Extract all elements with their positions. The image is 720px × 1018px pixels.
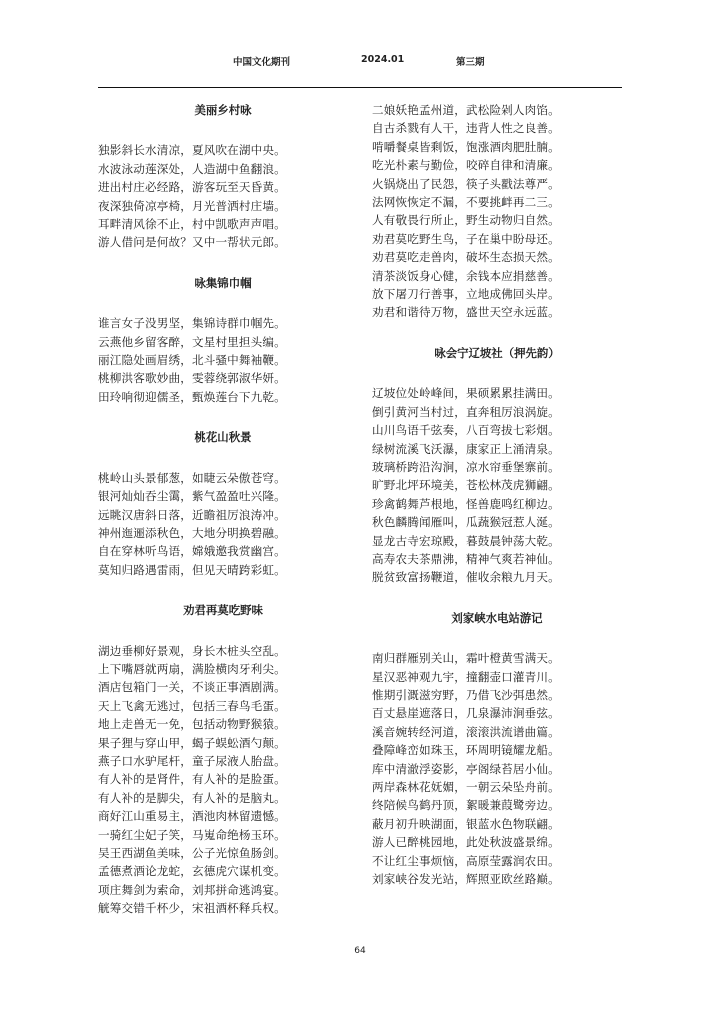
poem-line: 惟期引溉滋穷野，乃借飞沙弭患然。 [372, 687, 560, 702]
poem-line: 百丈悬崖遮落日，几泉瀑沛涧垂弦。 [372, 706, 560, 721]
issue-number: 第三期 [456, 57, 485, 68]
poem-line: 田玲响彻迎儒圣，甄焕莲台下九乾。 [98, 389, 286, 404]
poem-title: 美丽乡村咏 [194, 103, 252, 117]
poem-line: 独影斜长水清凉，夏风吹在湖中央。 [98, 143, 286, 158]
poem-line: 显龙古寺宏琼殿，暮鼓晨钟荡大乾。 [372, 533, 560, 548]
poem-line: 进出村庄必经路，游客玩至天昏黄。 [98, 180, 286, 195]
poem-line: 秋色麟腾闻雁叫，瓜蔬猴冠惹人涎。 [372, 515, 560, 530]
poem-title: 刘家峡水电站游记 [451, 610, 543, 625]
running-header [0, 54, 720, 68]
poem-title: 咏会宁辽坡社（押先韵） [434, 345, 560, 360]
poem-line: 蔽月初升映湖面，银蓝水色物联翩。 [372, 816, 560, 831]
poem-line: 果子狸与穿山甲，蝎子蜈蚣酒勺颠。 [98, 735, 286, 750]
poem-line: 孟德煮酒论龙蛇，玄德虎穴谋机变。 [98, 864, 286, 879]
poem-line: 劝君莫吃走兽肉，破坏生态损天然。 [372, 250, 560, 265]
poem-line: 自古杀戮有人干，违背人性之良善。 [372, 121, 560, 136]
poem-line: 劝君和谐待万物，盛世天空永远蓝。 [372, 305, 560, 320]
poem-line: 玻璃桥跨沿沟涧，凉水帘垂堡寨前。 [372, 459, 560, 474]
poem-line: 山川鸟语千弦奏，八百弯拔七彩烟。 [372, 423, 560, 438]
poem-line: 高寿农夫茶鼎沸，精神气爽若神仙。 [372, 551, 560, 566]
poem-line: 桃岭山头景郁葱，如睫云朵傲苍穹。 [98, 470, 286, 485]
poem-line: 吃光朴素与勤俭，咬碎自律和清廉。 [372, 158, 560, 173]
poem-body-continued [372, 101, 622, 322]
poem-line: 星汉恶神观九宇，撞翻壶口灌青川。 [372, 669, 560, 684]
poem-line: 珍禽鹤舞芦根地，怪兽鹿鸣红柳边。 [372, 496, 560, 511]
poem-line: 酒店包箱门一关，不谈正事酒剧满。 [98, 680, 286, 695]
poem-line: 觥筹交错千杯少，宋祖酒杯释兵权。 [98, 901, 286, 916]
poem-line: 脱贫致富扬鞭道，催收余粮九月天。 [372, 570, 560, 585]
poem-line: 旷野北坪环境美，苍松林茂虎狮翩。 [372, 478, 560, 493]
poem-line: 刘家峡谷发光站，辉照亚欧丝路巅。 [372, 872, 560, 887]
poem-line: 不让红尘事烦恼，高原莹露润农田。 [372, 853, 560, 868]
poem-line: 地上走兽无一免，包括动物野猴猿。 [98, 717, 286, 732]
poem-line: 库中清澈浮姿影，亭阁绿苔居小仙。 [372, 761, 560, 776]
poem-body [98, 469, 348, 579]
poem-line: 自在穿林听鸟语，嫦娥邀我赏幽宫。 [98, 544, 286, 559]
poem-line: 人有敬畏行所止，野生动物归自然。 [372, 213, 560, 228]
poem-line: 终陪候鸟鹤丹顶，絮暖兼葭鹭旁边。 [372, 798, 560, 813]
poem-title: 桃花山秋景 [194, 430, 252, 445]
poem-line: 商好江山重易主，酒池肉林留遗憾。 [98, 809, 286, 824]
poem-body [372, 384, 622, 586]
poem-line: 有人补的是肾件，有人补的是脸蛋。 [98, 772, 286, 787]
poem-line: 桃柳洪客歌妙曲，雯蓉绕郭淑华妍。 [98, 371, 286, 386]
poem-line: 二娘妖艳孟州道，武松险剁人肉馅。 [372, 103, 560, 117]
left-column [98, 101, 348, 918]
poem-body [98, 314, 348, 406]
poem-line: 神州迤逦添秋色，大地分明换碧融。 [98, 525, 286, 540]
poem-line: 绿树流溪飞沃瀑，康家正上涌清泉。 [372, 441, 560, 456]
poem-line: 吴王西湖鱼美味，公子光惊鱼肠剑。 [98, 846, 286, 860]
poem-title: 咏集锦巾帼 [194, 275, 252, 290]
poem-line: 溪音婉转经河道，滚滚洪流谱曲篇。 [372, 724, 560, 739]
poem-line: 有人补的是脚尖，有人补的是脑丸。 [98, 790, 286, 805]
poem-line: 火锅烧出了民怨，筷子头戳法尊严。 [372, 176, 560, 191]
poem-line: 银河灿灿吞尘霭，紫气盈盈吐兴隆。 [98, 489, 286, 504]
poem-line: 燕子口水驴尾杆，童子尿液人胎盘。 [98, 753, 286, 768]
poem-line: 云燕他乡留客醉，文星村里担头编。 [98, 334, 286, 349]
poem-body [98, 141, 348, 251]
poem-line: 夜深独倚凉亭椅，月光普洒村庄墙。 [98, 198, 286, 213]
poem-line: 谁言女子没男坚，集锦诗群巾帼先。 [98, 316, 286, 331]
poem-line: 莫知归路遇雷雨，但见天晴跨彩虹。 [98, 562, 286, 577]
right-column [372, 101, 622, 888]
poem-line: 天上飞禽无逃过，包括三春鸟毛蛋。 [98, 698, 286, 713]
journal-name: 中国文化期刊 [233, 57, 291, 68]
poem-line: 湖边垂柳好景观，身长木桩头空乱。 [98, 643, 286, 658]
poem-body [372, 649, 622, 888]
poem-line: 清茶淡饭身心健，余钱本应捐慈善。 [372, 268, 560, 283]
page-number: 64 [354, 946, 366, 956]
poem-line: 两岸森林花妩媚，一朝云朵坠舟前。 [372, 780, 560, 794]
poem-line: 游人借问是何故？又中一帮状元郎。 [98, 235, 286, 250]
poem-line: 法网恢恢定不漏，不要挑衅再二三。 [372, 195, 560, 210]
header-rule [98, 87, 622, 88]
poem-line: 游人已醉桃园地，此处秋波盛景绵。 [372, 835, 560, 850]
poem-line: 南归群雁别关山，霜叶橙黄雪满天。 [372, 651, 560, 666]
issue-date: 2024.01 [361, 54, 405, 65]
poem-line: 放下屠刀行善事，立地成佛回头岸。 [372, 287, 560, 302]
poem-line: 劝君莫吃野生鸟，子在巢中盼母还。 [372, 231, 560, 246]
poem-line: 叠障峰峦如珠玉，环周明镜耀龙船。 [372, 743, 560, 758]
poem-line: 丽江隐处画眉绣，北斗骚中舞袖鞭。 [98, 353, 286, 368]
poem-body [98, 642, 348, 918]
poem-line: 上下嘴唇就两扇，满脸横肉牙利尖。 [98, 661, 286, 676]
poem-line: 耳畔清风徐不止，村中凯歌声声唱。 [98, 217, 286, 232]
poem-title: 劝君再莫吃野味 [183, 603, 263, 618]
poem-line: 远眺汉唐斜日落，近瞻祖厉浪涛冲。 [98, 507, 286, 522]
poem-line: 水波泳动莲深处，人造湖中鱼翻浪。 [98, 161, 286, 176]
poem-line: 辽坡位处岭峰间，果硕累累挂满田。 [372, 386, 560, 401]
poem-line: 一骑红尘妃子笑，马嵬命绝杨玉环。 [98, 827, 286, 842]
poem-line: 倒引黄河当村过，直奔租厉浪涡旋。 [372, 404, 560, 419]
poem-line: 项庄舞剑为索命，刘邦拼命逃鸿宴。 [98, 882, 286, 897]
poem-line: 啃嚼餐桌皆剩饭，饱涨酒肉肥肚腩。 [372, 139, 560, 154]
